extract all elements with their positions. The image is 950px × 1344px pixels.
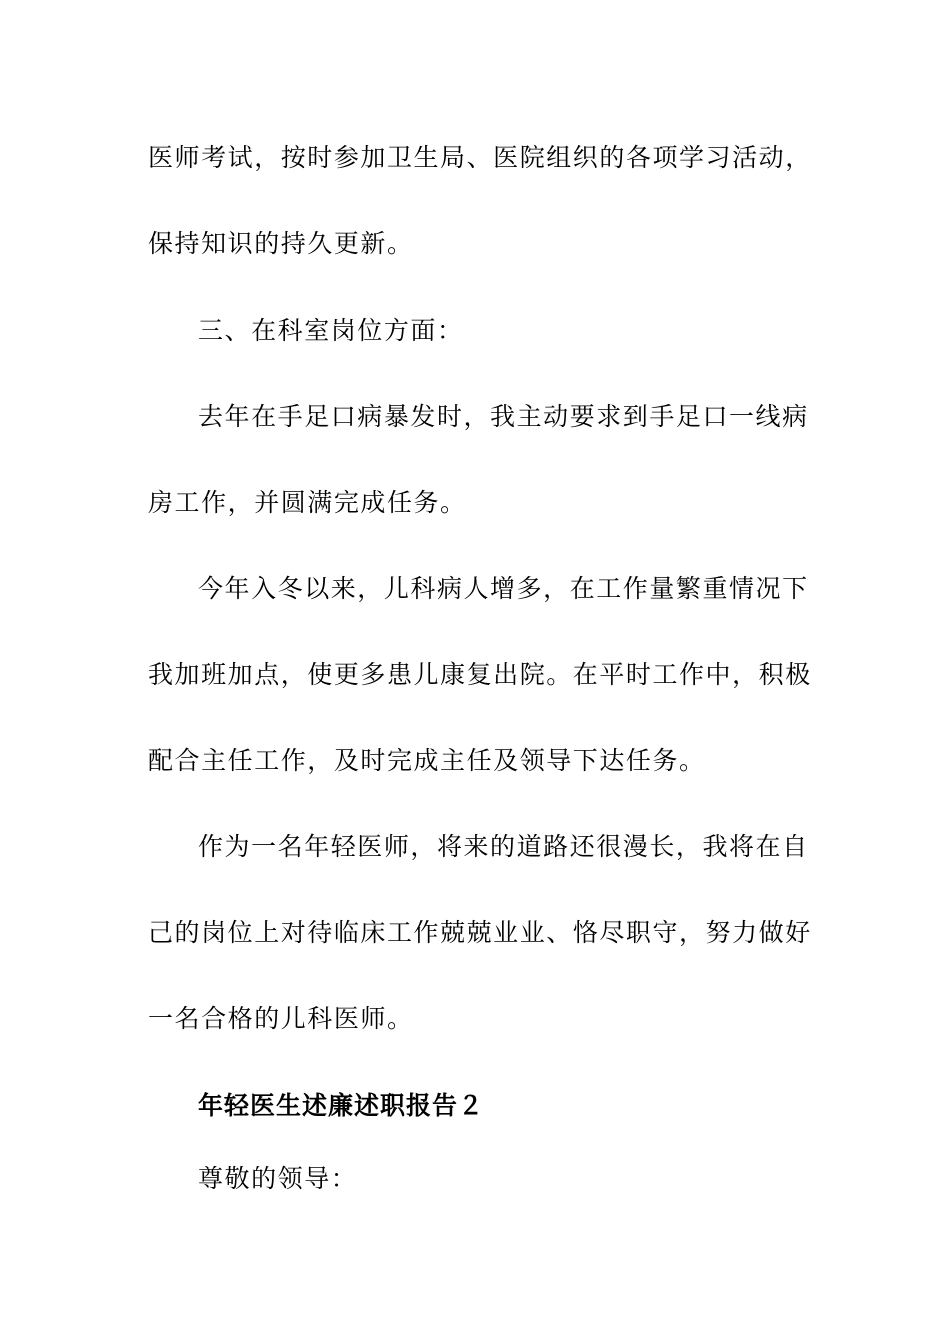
body-text-line: 今年入冬以来，儿科病人增多，在工作量繁重情况下 bbox=[198, 574, 809, 603]
body-text-line: 一名合格的儿科医师。 bbox=[148, 1004, 414, 1033]
report-title: 年轻医生述廉述职报告２ bbox=[198, 1091, 485, 1120]
body-text-line: 医师考试，按时参加卫生局、医院组织的各项学习活动， bbox=[148, 143, 812, 172]
body-text-line: 我加班加点，使更多患儿康复出院。在平时工作中，积极 bbox=[148, 660, 812, 689]
body-text-line: 去年在手足口病暴发时，我主动要求到手足口一线病 bbox=[198, 402, 809, 431]
body-text-line: 保持知识的持久更新。 bbox=[148, 229, 414, 258]
salutation: 尊敬的领导： bbox=[198, 1164, 358, 1193]
body-text-line: 作为一名年轻医师，将来的道路还很漫长，我将在自 bbox=[198, 832, 809, 861]
body-text-line: 己的岗位上对待临床工作兢兢业业、恪尽职守，努力做好 bbox=[148, 918, 812, 947]
section-heading: 三、在科室岗位方面： bbox=[198, 316, 464, 345]
body-text-line: 房工作，并圆满完成任务。 bbox=[148, 488, 467, 517]
body-text-line: 配合主任工作，及时完成主任及领导下达任务。 bbox=[148, 746, 706, 775]
